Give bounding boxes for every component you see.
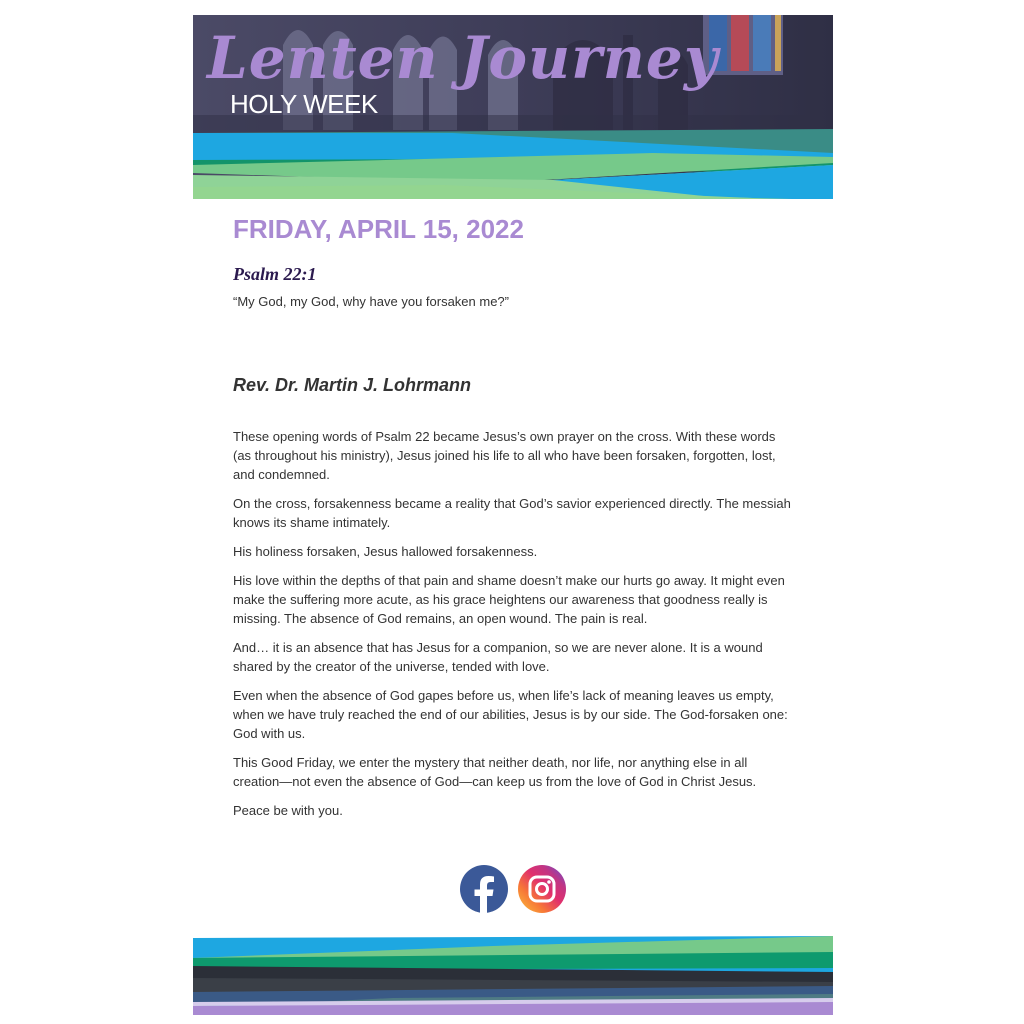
footer-bands [193,936,833,1015]
header-script-title: Lenten Journey [207,24,719,92]
instagram-icon[interactable] [518,865,566,913]
paragraph: On the cross, forsakenness became a reality that God’s savior experienced directly. The messiah knows its shame intimately. [233,496,791,530]
paragraph: His love within the depths of that pain and shame doesn’t make our hurts go away. It might even make the suffering more acute, as his grace heightens our awareness that goodness really is missing. The absence of God remains, an open wound. The pain is real. [233,573,785,626]
paragraph: His holiness forsaken, Jesus hallowed forsakenness. [233,544,538,559]
scripture-quote: “My God, my God, why have you forsaken me?” [233,294,509,309]
author-name: Rev. Dr. Martin J. Lohrmann [233,375,472,395]
devotion-date: FRIDAY, APRIL 15, 2022 [233,214,524,244]
email-container [193,15,833,1015]
header-banner [193,15,833,200]
paragraph: These opening words of Psalm 22 became Jesus’s own prayer on the cross. With these words (as throughout his ministry), Jesus joined his life to all who have been forsaken, forgotten, lost, and condemned. [233,429,776,482]
scripture-reference: Psalm 22:1 [233,264,317,284]
footer-banner [193,936,833,1015]
header-subtitle: HOLY WEEK [230,89,378,119]
devotion-body [233,427,795,830]
paragraph: This Good Friday, we enter the mystery that neither death, nor life, nor anything else in all creation—not even the absence of God—can keep us from the love of God in Christ Jesus. [233,755,757,789]
social-links [460,865,566,913]
paragraph: Peace be with you. [233,803,343,818]
paragraph: Even when the absence of God gapes before us, when life’s lack of meaning leaves us empty, when we have truly reached the end of our abilities, Jesus is by our side. The God-forsaken one: God with us. [233,688,788,741]
paragraph: And… it is an absence that has Jesus for a companion, so we are never alone. It is a wound shared by the creator of the universe, tended with love. [233,640,763,674]
facebook-icon[interactable] [460,865,508,913]
